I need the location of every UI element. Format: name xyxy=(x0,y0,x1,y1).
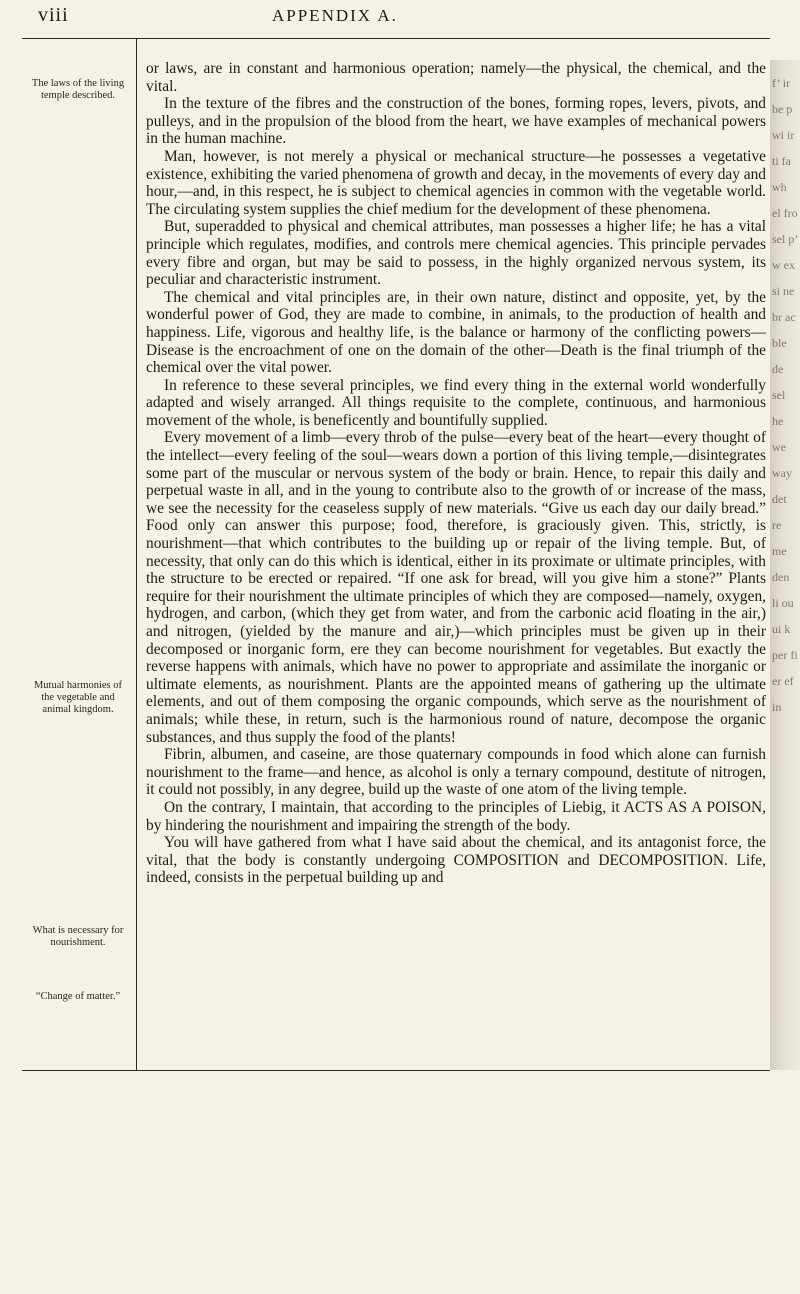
footer-rule xyxy=(22,1070,770,1071)
paragraph: Fibrin, albumen, and caseine, are those quaternary compounds in food which alone can furnish nourishment to the frame—and hence, as alcohol is only a ternary compound, destitute of nitrogen, it could not possibly, in any degree, build up the waste of one atom of the living temple. xyxy=(146,746,766,799)
page-header xyxy=(0,0,800,58)
paragraph: Man, however, is not merely a physical or mechanical structure—he possesses a vegetative existence, exhibiting the varied phenomena of growth and decay, in the movements of every day and hour,—and, in this respect, he is subject to chemical agencies in common with the vegetable world. The circulating system supplies the chief medium for the development of these phenomena. xyxy=(146,147,766,218)
margin-note-harmonies: Mutual harmonies of the vegetable and animal kingdom. xyxy=(33,680,123,715)
header-rule xyxy=(22,38,770,39)
margin-column-rule xyxy=(136,38,137,1070)
facing-page-letters: f’ ir be p wi ir ti fa wh el fro sel p’ w ex si ne br ac ble de sel he we way det re me den li ou ui k per fi er ef in xyxy=(772,76,798,714)
paragraph: The chemical and vital principles are, in their own nature, distinct and opposite, yet, by the wonderful power of God, they are made to combine, in animals, to the production of health and happiness. Life, vigorous and healthy life, is the balance or harmony of the conflicting powers—Disease is the encroachment of one on the domain of the other—Death is the final triumph of the chemical over the vital power. xyxy=(146,288,766,377)
paragraph: You will have gathered from what I have said about the chemical, and its antagonist force, the vital, that the body is constantly undergoing COMPOSITION and DECOMPOSITION. Life, indeed, consists in the perpetual building up and xyxy=(146,834,766,887)
paragraph: Every movement of a limb—every throb of the pulse—every beat of the heart—every thought of the intellect—every feeling of the soul—wears down a portion of this living temple,—disintegrates some part of the muscular or nervous system of the body or brain. Hence, to repair this daily and perpetual waste in all, and in the young to contribute also to the growth of or increase of the mass, we see the necessity for the ceaseless supply of new materials. “Give us each day our daily bread.” Food only can answer this purpose; food, therefore, is graciously given. This, strictly, is nourishment—that which contributes to the building up or repair of the living temple. But, of necessity, that only can do this which is identical, either in its proximate or ultimate principles, with the structure to be erected or repaired. “If one ask for bread, will you give him a stone?” Plants require for their nourishment the ultimate principles of which they are composed—namely, oxygen, hydrogen, and carbon, (which they get from water, and from the carbonic acid floating in the air,) and nitrogen, (yielded by the manure and air,)—which principles must be given up in their decomposed or inorganic form, ere they can become nourishment for vegetables. But exactly the reverse happens with animals, which have no power to appropriate and assimilate the inorganic or ultimate elements, as nourishment. Plants are the appointed means of gathering up the ultimate elements, and out of them composing the organic compounds, which serve as the nourishment of animals; while these, in return, such is the harmonious round of nature, decompose the organic substances, and thus supply the food of the plants! xyxy=(146,429,766,746)
paragraph: But, superadded to physical and chemical attributes, man possesses a higher life; he has a vital principle which regulates, modifies, and controls mere chemical agencies. This principle pervades every fibre and organ, but may be said to possess, in the highly organized nervous system, its peculiar and characteristic instrument. xyxy=(146,218,766,289)
paragraph: or laws, are in constant and harmonious operation; namely—the physical, the chemical, and the vital. xyxy=(146,60,766,95)
paragraph: On the contrary, I maintain, that according to the principles of Liebig, it ACTS AS A POISON, by hindering the nourishment and impairing the strength of the body. xyxy=(146,798,766,834)
paragraph: In reference to these several principles, we find every thing in the external world wonderfully adapted and wisely arranged. All things requisite to the complete, continuous, and harmonious movement of the whole, is beneficently and bountifully supplied. xyxy=(146,376,766,429)
paragraph: In the texture of the fibres and the construction of the bones, forming ropes, levers, pivots, and pulleys, and in the propulsion of the blood from the heart, we have examples of mechanical powers in the human machine. xyxy=(146,95,766,148)
running-head: APPENDIX A. xyxy=(272,6,398,25)
margin-note-change-of-matter: “Change of matter.” xyxy=(35,991,121,1002)
page-number: viii xyxy=(38,4,69,26)
margin-note-laws: The laws of the living temple described. xyxy=(31,78,125,101)
body-text xyxy=(146,60,766,887)
margin-note-nourishment: What is necessary for nourishment. xyxy=(32,925,124,948)
